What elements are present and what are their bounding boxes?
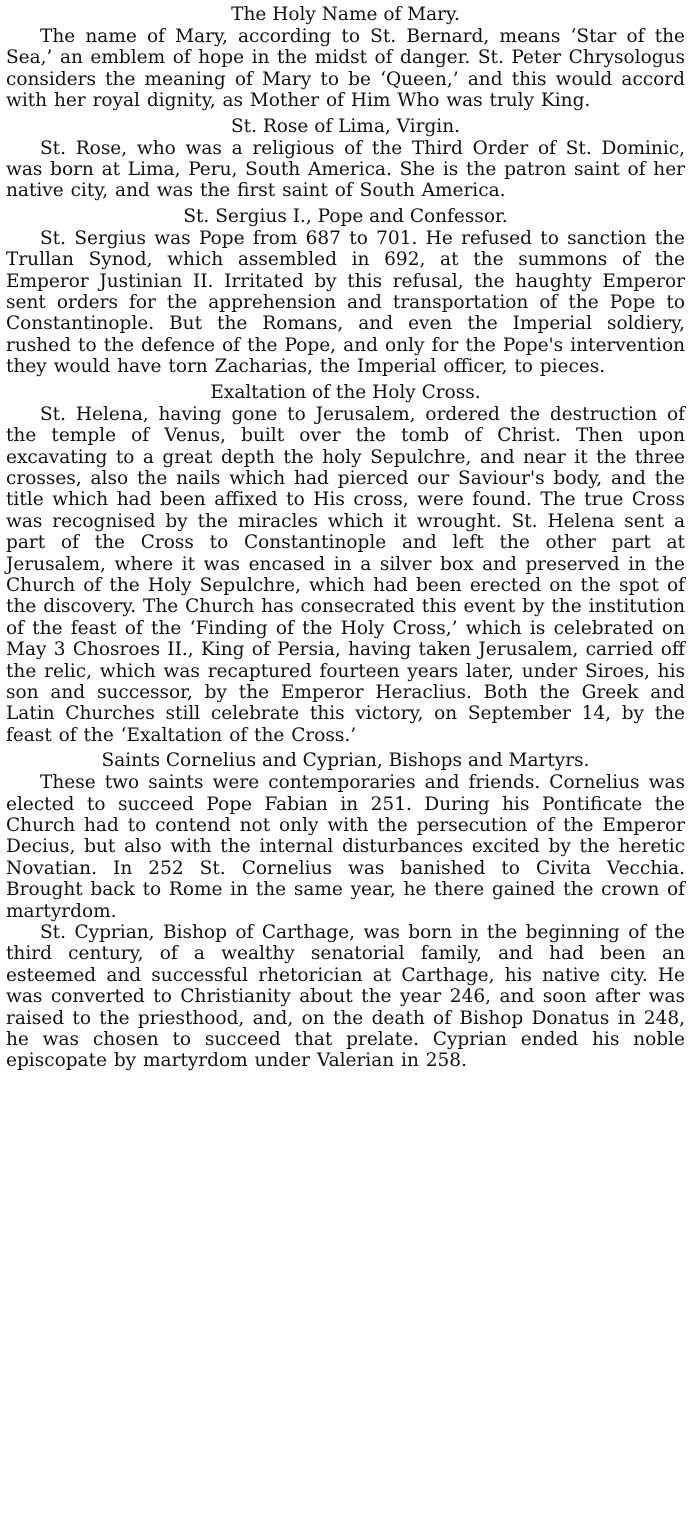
section-st-sergius	[6, 206, 685, 378]
section-paragraph: St. Cyprian, Bishop of Carthage, was born in the beginning of the third century, of a wealthy senatorial family, and had been an esteemed and successful rhetorician at Carthage, his native city. He was converted to Christianity about the year 246, and soon after was raised to the priesthood, and, on the death of Bishop Donatus in 248, he was chosen to succeed that prelate. Cyprian ended his noble episcopate by martyrdom under Valerian in 258.	[6, 922, 685, 1072]
section-paragraph: The name of Mary, according to St. Bernard, means ‘Star of the Sea,’ an emblem of hope in the midst of danger. St. Peter Chrysologus considers the meaning of Mary to be ‘Queen,’ and this would accord with her royal dignity, as Mother of Him Who was truly King.	[6, 26, 685, 112]
section-heading: The Holy Name of Mary.	[231, 4, 460, 25]
section-heading: Exaltation of the Holy Cross.	[210, 381, 481, 403]
section-paragraph: St. Rose, who was a religious of the Third Order of St. Dominic, was born at Lima, Peru, South America. She is the patron saint of her native city, and was the first saint of South America.	[6, 137, 685, 202]
section-paragraph: These two saints were contemporaries and friends. Cornelius was elected to succeed Pope Fabian in 251. During his Pontificate the Church had to contend not only with the persecution of the Emperor Decius, but also with the internal disturbances excited by the heretic Novatian. In 252 St. Cornelius was banished to Civita Vecchia. Brought back to Rome in the same year, he there gained the crown of martyrdom.	[6, 772, 685, 922]
section-heading: St. Sergius I., Pope and Confessor.	[183, 205, 508, 227]
section-holy-name-of-mary	[6, 4, 685, 112]
section-paragraph: St. Helena, having gone to Jerusalem, ordered the destruction of the temple of Venus, built over the tomb of Christ. Then upon excavating to a great depth the holy Sepulchre, and near it the three crosses, also the nails which had pierced our Saviour's body, and the title which had been affixed to His cross, were found. The true Cross was recognised by the miracles which it wrought. St. Helena sent a part of the Cross to Constantinople and left the other part at Jerusalem, where it was encased in a silver box and preserved in the Church of the Holy Sepulchre, which had been erected on the spot of the discovery. The Church has consecrated this event by the institution of the feast of the ‘Finding of the Holy Cross,’ which is celebrated on May 3 Chosroes II., King of Persia, having taken Jerusalem, carried off the relic, which was recaptured fourteen years later, under Siroes, his son and successor, by the Emperor Heraclius. Both the Greek and Latin Churches still celebrate this victory, on September 14, by the feast of the ‘Exaltation of the Cross.’	[6, 403, 685, 746]
section-heading: Saints Cornelius and Cyprian, Bishops and Martyrs.	[101, 750, 590, 772]
section-exaltation-holy-cross	[6, 382, 685, 747]
section-heading: St. Rose of Lima, Virgin.	[230, 115, 460, 137]
section-cornelius-cyprian	[6, 750, 685, 1072]
section-paragraph: St. Sergius was Pope from 687 to 701. He refused to sanction the Trullan Synod, which assembled in 692, at the summons of the Emperor Justinian II. Irritated by this refusal, the haughty Emperor sent orders for the apprehension and transportation of the Pope to Constantinople. But the Romans, and even the Imperial soldiery, rushed to the defence of the Pope, and only for the Pope's intervention they would have torn Zacharias, the Imperial officer, to pieces.	[6, 227, 685, 378]
section-st-rose-of-lima	[6, 116, 685, 202]
